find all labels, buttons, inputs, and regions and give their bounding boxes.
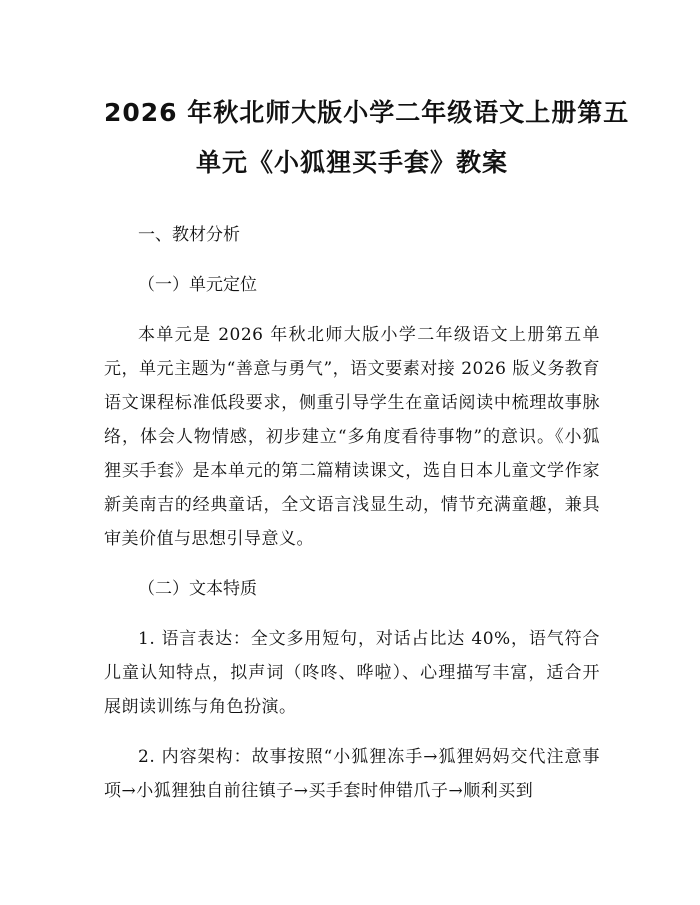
- title-line-1: 2026 年秋北师大版小学二年级语文上册第五: [104, 98, 630, 127]
- list-item-language-expression: 1. 语言表达：全文多用短句，对话占比达 40%，语气符合儿童认知特点，拟声词（咚咚、哗啦）、心理描写丰富，适合开展朗读训练与角色扮演。: [104, 629, 600, 717]
- subsection-heading-unit-positioning: （一）单元定位: [138, 275, 257, 295]
- title-line-2: 单元《小狐狸买手套》教案: [195, 148, 508, 177]
- paragraph-unit-positioning: 本单元是 2026 年秋北师大版小学二年级语文上册第五单元，单元主题为“善意与勇气”，语文要素对接 2026 版义务教育语文课程标准低段要求，侧重引导学生在童话阅读中梳理故事脉络，体会人物情感，初步建立“多角度看待事物”的意识。《小狐狸买手套》是本单元的第二篇精读课文，选自日本儿童文学作家新美南吉的经典童话，全文语言浅显生动，情节充满童趣，兼具审美价值与思想引导意义。: [104, 325, 600, 549]
- subsection-heading-text-features: （二）文本特质: [138, 579, 257, 599]
- document-title: [104, 88, 630, 188]
- list-item-content-structure: 2. 内容架构：故事按照“小狐狸冻手→狐狸妈妈交代注意事项→小狐狸独自前往镇子→买手套时伸错爪子→顺利买到: [104, 747, 600, 801]
- section-heading-teaching-material-analysis: 一、教材分析: [138, 225, 240, 245]
